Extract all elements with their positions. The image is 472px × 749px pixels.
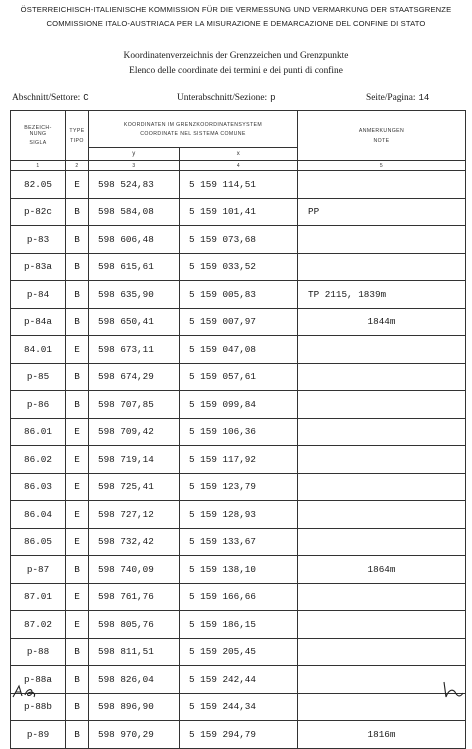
coordinate-x-cell: 5 159 138,10	[180, 556, 298, 584]
point-type-cell: B	[66, 693, 89, 721]
coordinate-x-cell: 5 159 005,83	[180, 281, 298, 309]
note-cell	[298, 528, 466, 556]
handwritten-initials-mark	[10, 683, 44, 701]
col-number-5: 5	[298, 161, 466, 171]
coordinate-x-cell: 5 159 007,97	[180, 308, 298, 336]
point-id-cell: p-82c	[11, 198, 66, 226]
table-row	[11, 308, 466, 336]
table-row	[11, 721, 466, 749]
coordinate-y-cell: 598 584,08	[89, 198, 180, 226]
col-number-1: 1	[11, 161, 66, 171]
table-row	[11, 556, 466, 584]
coordinate-y-cell: 598 674,29	[89, 363, 180, 391]
note-cell	[298, 583, 466, 611]
coordinate-x-cell: 5 159 101,41	[180, 198, 298, 226]
coordinate-y-cell: 598 524,83	[89, 171, 180, 199]
coordinate-y-cell: 598 709,42	[89, 418, 180, 446]
point-id-cell: 86.03	[11, 473, 66, 501]
table-row	[11, 473, 466, 501]
point-type-cell: E	[66, 473, 89, 501]
point-id-cell: p-83	[11, 226, 66, 254]
table-row	[11, 226, 466, 254]
coordinate-y-cell: 598 805,76	[89, 611, 180, 639]
note-cell: TP 2115, 1839m	[298, 281, 466, 309]
page-value: 14	[418, 93, 430, 103]
coordinate-x-cell: 5 159 099,84	[180, 391, 298, 419]
coordinate-x-cell: 5 159 242,44	[180, 666, 298, 694]
point-id-cell: 86.04	[11, 501, 66, 529]
coordinate-x-cell: 5 159 106,36	[180, 418, 298, 446]
coordinate-y-cell: 598 811,51	[89, 638, 180, 666]
point-type-cell: E	[66, 171, 89, 199]
note-cell	[298, 226, 466, 254]
note-cell	[298, 336, 466, 364]
coordinate-x-cell: 5 159 047,08	[180, 336, 298, 364]
point-type-cell: B	[66, 556, 89, 584]
table-row	[11, 253, 466, 281]
coordinate-table	[10, 110, 466, 749]
page-label: Seite/Pagina:	[366, 93, 416, 103]
note-cell: 1816m	[298, 721, 466, 749]
col-coordinates-header: KOORDINATEN IM GRENZKOORDINATENSYSTEM COORDINATE NEL SISTEMA COMUNE	[89, 111, 298, 148]
subsection-label: Unterabschnitt/Sezione:	[177, 93, 268, 103]
point-id-cell: 84.01	[11, 336, 66, 364]
col-x-header: x	[180, 148, 298, 161]
subtitle-it: Elenco delle coordinate dei termini e dei punti di confine	[129, 66, 343, 76]
coordinate-y-cell: 598 826,04	[89, 666, 180, 694]
coordinate-y-cell: 598 740,09	[89, 556, 180, 584]
coordinate-y-cell: 598 761,76	[89, 583, 180, 611]
point-type-cell: B	[66, 363, 89, 391]
coordinate-y-cell: 598 673,11	[89, 336, 180, 364]
table-row	[11, 363, 466, 391]
point-type-cell: B	[66, 253, 89, 281]
note-cell	[298, 391, 466, 419]
coordinate-x-cell: 5 159 117,92	[180, 446, 298, 474]
handwritten-signature-mark	[438, 679, 466, 701]
note-cell	[298, 611, 466, 639]
point-type-cell: B	[66, 638, 89, 666]
point-id-cell: p-85	[11, 363, 66, 391]
point-id-cell: p-87	[11, 556, 66, 584]
col-number-3: 3	[89, 161, 180, 171]
coordinate-y-cell: 598 707,85	[89, 391, 180, 419]
note-cell	[298, 638, 466, 666]
point-type-cell: E	[66, 611, 89, 639]
point-type-cell: E	[66, 418, 89, 446]
point-type-cell: E	[66, 501, 89, 529]
coordinate-x-cell: 5 159 123,79	[180, 473, 298, 501]
point-id-cell: 86.02	[11, 446, 66, 474]
point-type-cell: B	[66, 666, 89, 694]
coordinate-y-cell: 598 606,48	[89, 226, 180, 254]
table-row	[11, 666, 466, 694]
point-type-cell: B	[66, 226, 89, 254]
section-value: C	[83, 93, 89, 103]
coordinate-x-cell: 5 159 244,34	[180, 693, 298, 721]
point-id-cell: p-88a	[11, 666, 66, 694]
point-id-cell: 86.01	[11, 418, 66, 446]
point-id-cell: p-86	[11, 391, 66, 419]
table-row	[11, 281, 466, 309]
coordinate-y-cell: 598 732,42	[89, 528, 180, 556]
point-type-cell: B	[66, 281, 89, 309]
coordinate-x-cell: 5 159 057,61	[180, 363, 298, 391]
coordinate-y-cell: 598 650,41	[89, 308, 180, 336]
page-field	[366, 93, 429, 103]
commission-title-it: COMMISSIONE ITALO-AUSTRIACA PER LA MISURAZIONE E DEMARCAZIONE DEL CONFINE DI STATO	[46, 19, 426, 28]
coordinate-x-cell: 5 159 114,51	[180, 171, 298, 199]
coordinate-y-cell: 598 970,29	[89, 721, 180, 749]
point-type-cell: E	[66, 583, 89, 611]
section-field	[12, 93, 89, 103]
point-id-cell: 87.01	[11, 583, 66, 611]
coordinate-y-cell: 598 615,61	[89, 253, 180, 281]
note-cell	[298, 501, 466, 529]
coordinate-x-cell: 5 159 073,68	[180, 226, 298, 254]
table-row	[11, 611, 466, 639]
col-designation-header: BEZEICH- NUNG SIGLA	[11, 111, 66, 161]
note-cell	[298, 253, 466, 281]
point-id-cell: 86.05	[11, 528, 66, 556]
point-id-cell: p-84	[11, 281, 66, 309]
col-number-2: 2	[66, 161, 89, 171]
col-number-4: 4	[180, 161, 298, 171]
coordinate-x-cell: 5 159 205,45	[180, 638, 298, 666]
note-cell	[298, 473, 466, 501]
coordinate-x-cell: 5 159 033,52	[180, 253, 298, 281]
table-row	[11, 528, 466, 556]
note-cell: 1864m	[298, 556, 466, 584]
point-type-cell: B	[66, 198, 89, 226]
coordinate-y-cell: 598 896,90	[89, 693, 180, 721]
table-row	[11, 336, 466, 364]
table-row	[11, 171, 466, 199]
table-row	[11, 391, 466, 419]
coordinate-y-cell: 598 727,12	[89, 501, 180, 529]
commission-title-de: ÖSTERREICHISCH-ITALIENISCHE KOMMISSION FÜR DIE VERMESSUNG UND VERMARKUNG DER STAATSGRENZE	[20, 5, 452, 14]
coordinate-x-cell: 5 159 294,79	[180, 721, 298, 749]
note-cell: PP	[298, 198, 466, 226]
coordinate-y-cell: 598 635,90	[89, 281, 180, 309]
point-type-cell: B	[66, 308, 89, 336]
point-type-cell: B	[66, 391, 89, 419]
coordinate-y-cell: 598 719,14	[89, 446, 180, 474]
table-row	[11, 693, 466, 721]
point-type-cell: B	[66, 721, 89, 749]
point-id-cell: p-83a	[11, 253, 66, 281]
section-label: Abschnitt/Settore:	[12, 93, 81, 103]
subsection-value: p	[270, 93, 276, 103]
table-row	[11, 446, 466, 474]
note-cell: 1844m	[298, 308, 466, 336]
point-id-cell: p-84a	[11, 308, 66, 336]
note-cell	[298, 418, 466, 446]
col-y-header: y	[89, 148, 180, 161]
point-id-cell: p-89	[11, 721, 66, 749]
coordinate-y-cell: 598 725,41	[89, 473, 180, 501]
point-type-cell: E	[66, 336, 89, 364]
coordinate-x-cell: 5 159 166,66	[180, 583, 298, 611]
table-row	[11, 583, 466, 611]
table-row	[11, 198, 466, 226]
point-id-cell: 87.02	[11, 611, 66, 639]
point-type-cell: E	[66, 528, 89, 556]
coordinate-x-cell: 5 159 186,15	[180, 611, 298, 639]
subtitle-de: Koordinatenverzeichnis der Grenzzeichen und Grenzpunkte	[123, 51, 349, 61]
point-id-cell: p-88	[11, 638, 66, 666]
col-notes-header: ANMERKUNGEN NOTE	[298, 111, 466, 161]
table-row	[11, 638, 466, 666]
note-cell	[298, 171, 466, 199]
point-id-cell: p-88b	[11, 693, 66, 721]
point-id-cell: 82.05	[11, 171, 66, 199]
note-cell	[298, 446, 466, 474]
coordinate-x-cell: 5 159 128,93	[180, 501, 298, 529]
col-type-header: TYPE TIPO	[66, 111, 89, 161]
point-type-cell: E	[66, 446, 89, 474]
note-cell	[298, 363, 466, 391]
subsection-field	[177, 93, 276, 103]
coordinate-x-cell: 5 159 133,67	[180, 528, 298, 556]
table-row	[11, 501, 466, 529]
table-row	[11, 418, 466, 446]
